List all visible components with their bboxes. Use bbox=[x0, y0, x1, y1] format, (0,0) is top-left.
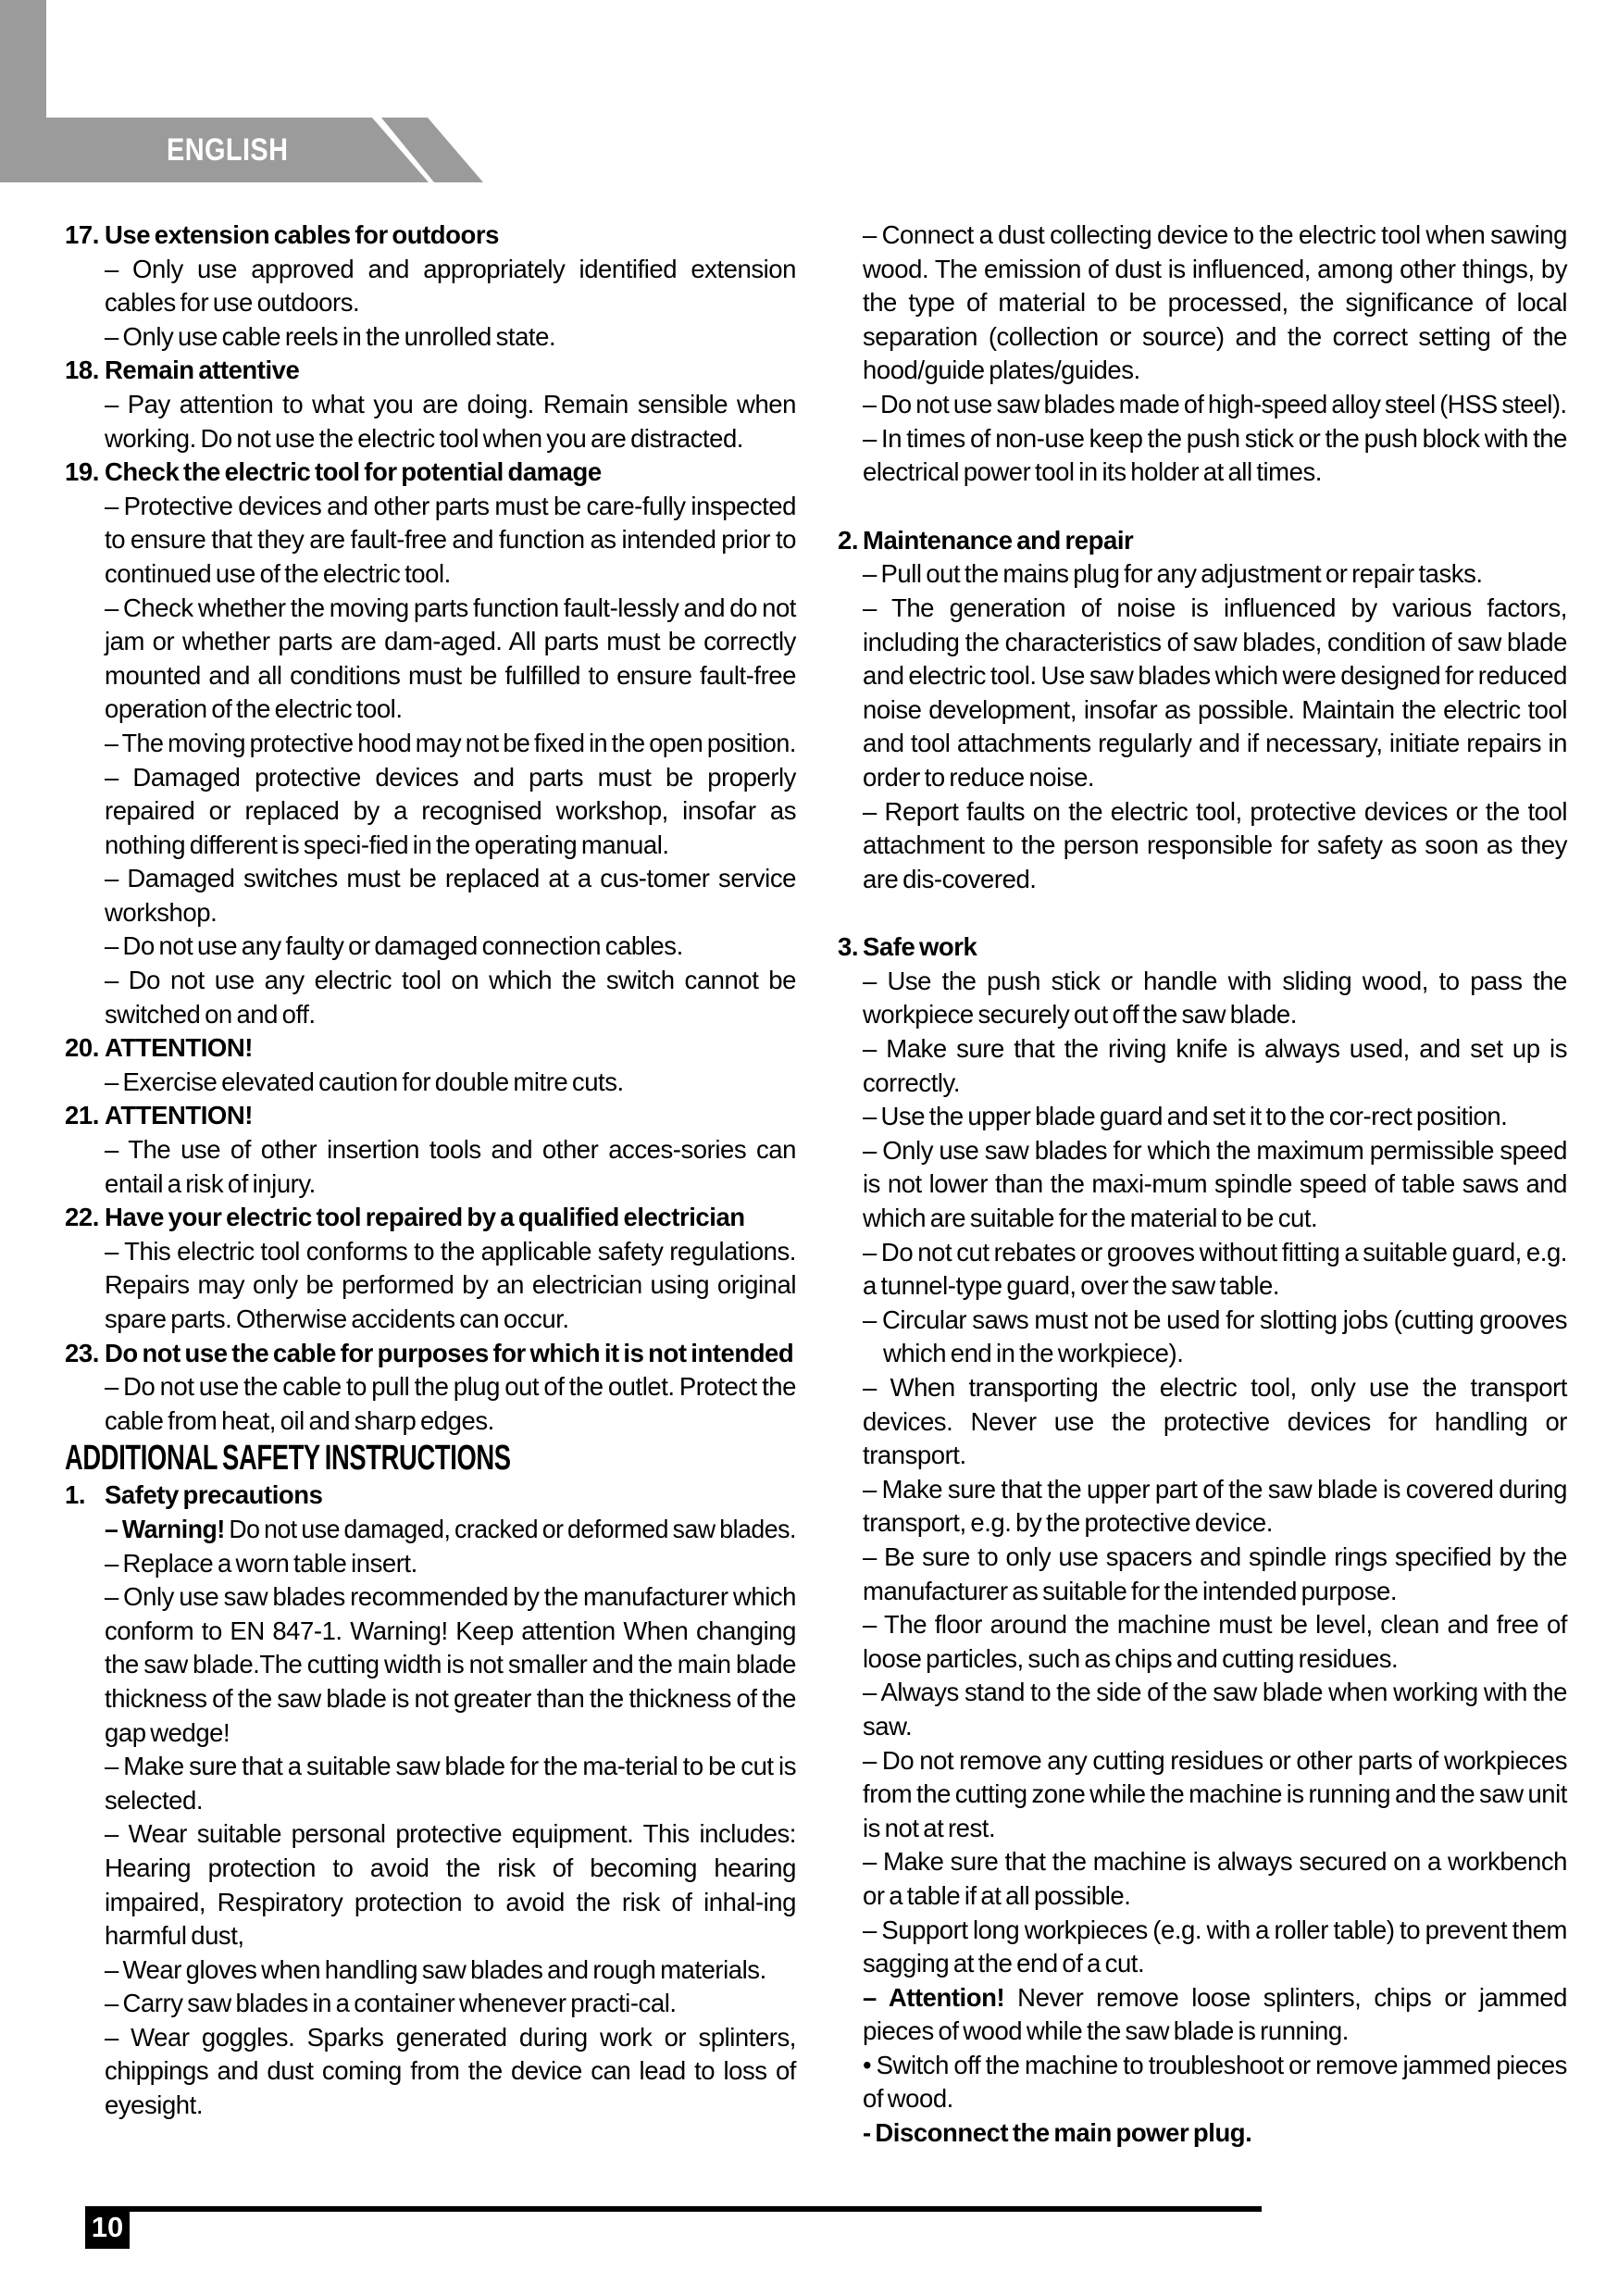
instruction-paragraph: – Only use approved and appropriately identified extension cables for use outdoors. bbox=[105, 254, 796, 318]
numbered-item-heading bbox=[65, 354, 796, 388]
paragraph-text: Never remove loose splinters, chips or jammed pieces of wood while the saw blade is running. bbox=[863, 1982, 1567, 2046]
instruction-paragraph: – Pay attention to what you are doing. Remain sensible when working. Do not use the electric tool when you are distracted. bbox=[105, 389, 796, 453]
section-heading-text: ADDITIONAL SAFETY INSTRUCTIONS bbox=[65, 1439, 511, 1479]
numbered-item-heading bbox=[838, 524, 1567, 558]
instruction-paragraph: – This electric tool conforms to the applicable safety regulations. Repairs may only be performed by an electrician using original spare parts. Otherwise accidents can occur. bbox=[105, 1236, 796, 1333]
item-title: Safety precautions bbox=[105, 1480, 323, 1510]
paragraph-spacer bbox=[838, 896, 1567, 930]
paragraph-text: Do not use damaged, cracked or deformed saw blades. bbox=[224, 1514, 797, 1543]
paragraph-spacer bbox=[838, 490, 1567, 524]
item-title: Have your electric tool repaired by a qualified electrician bbox=[105, 1203, 745, 1232]
numbered-item-heading bbox=[65, 1201, 796, 1235]
instruction-paragraph: – Make sure that the riving knife is always used, and set up is correctly. bbox=[863, 1034, 1567, 1097]
instruction-paragraph: – Replace a worn table insert. bbox=[105, 1548, 417, 1578]
instruction-paragraph: – Only use cable reels in the unrolled state. bbox=[105, 321, 556, 351]
language-banner-label: ENGLISH bbox=[167, 131, 289, 168]
section-heading bbox=[65, 1438, 796, 1479]
numbered-item-heading bbox=[65, 1479, 796, 1513]
instruction-paragraph bbox=[863, 557, 1567, 592]
left-column bbox=[65, 218, 796, 2123]
instruction-paragraph bbox=[863, 1100, 1567, 1134]
numbered-item-heading bbox=[838, 930, 1567, 965]
instruction-paragraph: – Do not use the cable to pull the plug out of the outlet. Protect the cable from heat, oil and sharp edges. bbox=[105, 1372, 796, 1435]
instruction-paragraph bbox=[863, 1981, 1567, 2049]
instruction-paragraph: – Use the push stick or handle with sliding wood, to pass the workpiece securely out off the saw blade. bbox=[863, 966, 1567, 1029]
right-column bbox=[838, 218, 1567, 2151]
instruction-paragraph: – Connect a dust collecting device to the electric tool when sawing wood. The emission of dust is influenced, among other things, by the type of material to be processed, the significance of local separation (collection or source) and the correct setting of the hood/guide plates/guides. bbox=[863, 220, 1567, 385]
instruction-paragraph: – Do not use any electric tool on which the switch cannot be switched on and off. bbox=[105, 966, 796, 1029]
instruction-paragraph: – Exercise elevated caution for double mitre cuts. bbox=[105, 1067, 624, 1096]
instruction-paragraph: – Always stand to the side of the saw blade when working with the saw. bbox=[863, 1678, 1567, 1741]
instruction-paragraph: – Only use saw blades recommended by the manufacturer which conform to EN 847-1. Warning! Keep attention When changing the saw blade.The cutting width is not smaller and the main blade thickness of the saw blade is not greater than the thickness of the gap wedge! bbox=[105, 1582, 796, 1747]
numbered-item-heading bbox=[65, 1099, 796, 1133]
instruction-paragraph: – Support long workpieces (e.g. with a roller table) to prevent them sagging at the end of a cut. bbox=[863, 1915, 1567, 1978]
bold-lead: - Disconnect the main power plug. bbox=[863, 2118, 1252, 2148]
instruction-paragraph: – Wear suitable personal protective equipment. This includes: Hearing protection to avoid the risk of becoming hearing impaired, Respiratory protection to avoid the risk of inhal-ing harmful dust, bbox=[105, 1819, 796, 1951]
item-title: ATTENTION! bbox=[105, 1101, 253, 1130]
instruction-paragraph: • Switch off the machine to troubleshoot or remove jammed pieces of wood. bbox=[863, 2050, 1567, 2114]
instruction-paragraph: – The floor around the machine must be level, clean and free of loose particles, such as chips and cutting residues. bbox=[863, 1610, 1567, 1673]
instruction-paragraph: – Report faults on the electric tool, protective devices or the tool attachment to the person responsible for safety as soon as they are dis-covered. bbox=[863, 796, 1567, 893]
condensed-line: – Pull out the mains plug for any adjustment or repair tasks. bbox=[863, 559, 1483, 589]
instruction-paragraph: – Make sure that the machine is always secured on a workbench or a table if at all possible. bbox=[863, 1847, 1567, 1910]
item-number: 18. bbox=[65, 356, 99, 385]
instruction-paragraph: – Make sure that the upper part of the saw blade is covered during transport, e.g. by the protective device. bbox=[863, 1474, 1567, 1538]
instruction-paragraph: – Carry saw blades in a container whenever practi-cal. bbox=[105, 1989, 677, 2018]
item-title: Do not use the cable for purposes for which it is not intended bbox=[105, 1338, 794, 1367]
instruction-paragraph: – Damaged protective devices and parts must be properly repaired or replaced by a recognised workshop, insofar as nothing different is speci-fied in the operating manual. bbox=[105, 762, 796, 859]
instruction-paragraph bbox=[105, 727, 796, 761]
bold-lead: – Attention! bbox=[863, 1982, 1005, 2012]
bold-lead: – Warning! bbox=[105, 1514, 225, 1543]
item-number: 21. bbox=[65, 1101, 99, 1130]
instruction-paragraph bbox=[105, 1513, 796, 1547]
numbered-item-heading bbox=[65, 1337, 796, 1371]
condensed-line: – The moving protective hood may not be fixed in the open position. bbox=[105, 728, 796, 757]
instruction-paragraph: – The generation of noise is influenced by various factors, including the characteristics of saw blades, condition of saw blade and electric tool. Use saw blades which were designed for reduced noise development, insofar as possible. Maintain the electric tool and tool attachments regularly and if necessary, initiate repairs in order to reduce noise. bbox=[863, 593, 1567, 792]
item-number: 2. bbox=[838, 525, 859, 555]
page-number-badge: 10 bbox=[85, 2206, 130, 2249]
item-title: Maintenance and repair bbox=[863, 525, 1134, 555]
instruction-paragraph: – Wear gloves when handling saw blades and rough materials. bbox=[105, 1954, 766, 1984]
instruction-paragraph: – The use of other insertion tools and other acces-sories can entail a risk of injury. bbox=[105, 1135, 796, 1198]
item-title: ATTENTION! bbox=[105, 1033, 253, 1063]
item-number: 3. bbox=[838, 932, 859, 962]
instruction-paragraph: – Check whether the moving parts function fault-lessly and do not jam or whether parts are dam-aged. All parts must be correctly mounted and all conditions must be fulfilled to ensure fault-free operation of the electric tool. bbox=[105, 593, 796, 724]
numbered-item-heading bbox=[65, 1031, 796, 1066]
instruction-paragraph: – Only use saw blades for which the maximum permissible speed is not lower than the maxi-mum spindle speed of table saws and which are suitable for the material to be cut. bbox=[863, 1135, 1567, 1233]
item-number: 22. bbox=[65, 1203, 99, 1232]
instruction-paragraph: – Do not use any faulty or damaged connection cables. bbox=[105, 931, 683, 961]
instruction-paragraph: – Be sure to only use spacers and spindle rings specified by the manufacturer as suitable for the intended purpose. bbox=[863, 1541, 1567, 1605]
numbered-item-heading bbox=[65, 218, 796, 253]
instruction-paragraph: – Circular saws must not be used for slotting jobs (cutting grooves which end in the workpiece). bbox=[863, 1304, 1567, 1368]
numbered-item-heading bbox=[65, 455, 796, 490]
condensed-line: – Use the upper blade guard and set it to the cor-rect position. bbox=[863, 1102, 1508, 1131]
item-title: Safe work bbox=[863, 932, 977, 962]
item-number: 23. bbox=[65, 1338, 99, 1367]
item-number: 1. bbox=[65, 1480, 86, 1510]
condensed-line bbox=[105, 1513, 796, 1547]
instruction-paragraph: – Damaged switches must be replaced at a cus-tomer service workshop. bbox=[105, 864, 796, 927]
instruction-paragraph: – Protective devices and other parts must be care-fully inspected to ensure that they are fault-free and function as intended prior to continued use of the electric tool. bbox=[105, 491, 796, 588]
instruction-paragraph: – When transporting the electric tool, only use the transport devices. Never use the protective devices for handling or transport. bbox=[863, 1373, 1567, 1470]
item-title: Check the electric tool for potential damage bbox=[105, 457, 602, 487]
item-number: 19. bbox=[65, 457, 99, 487]
instruction-paragraph: – Do not remove any cutting residues or other parts of workpieces from the cutting zone while the machine is running and the saw unit is not at rest. bbox=[863, 1745, 1567, 1842]
instruction-paragraph bbox=[863, 388, 1567, 422]
instruction-paragraph bbox=[863, 2116, 1567, 2151]
footer-rule bbox=[130, 2206, 1262, 2212]
item-title: Remain attentive bbox=[105, 356, 300, 385]
condensed-line: – Do not use saw blades made of high-speed alloy steel (HSS steel). bbox=[863, 389, 1567, 418]
instruction-paragraph: – Make sure that a suitable saw blade for the ma-terial to be cut is selected. bbox=[105, 1752, 796, 1815]
item-number: 17. bbox=[65, 220, 99, 249]
language-banner-label-wrap bbox=[167, 118, 310, 182]
item-number: 20. bbox=[65, 1033, 99, 1063]
instruction-paragraph: – In times of non-use keep the push stick or the push block with the electrical power tool in its holder at all times. bbox=[863, 423, 1567, 487]
item-title: Use extension cables for outdoors bbox=[105, 220, 499, 249]
instruction-paragraph: – Wear goggles. Sparks generated during work or splinters, chippings and dust coming from the device can lead to loss of eyesight. bbox=[105, 2022, 796, 2120]
instruction-paragraph: – Do not cut rebates or grooves without fitting a suitable guard, e.g. a tunnel-type guard, over the saw table. bbox=[863, 1237, 1567, 1301]
